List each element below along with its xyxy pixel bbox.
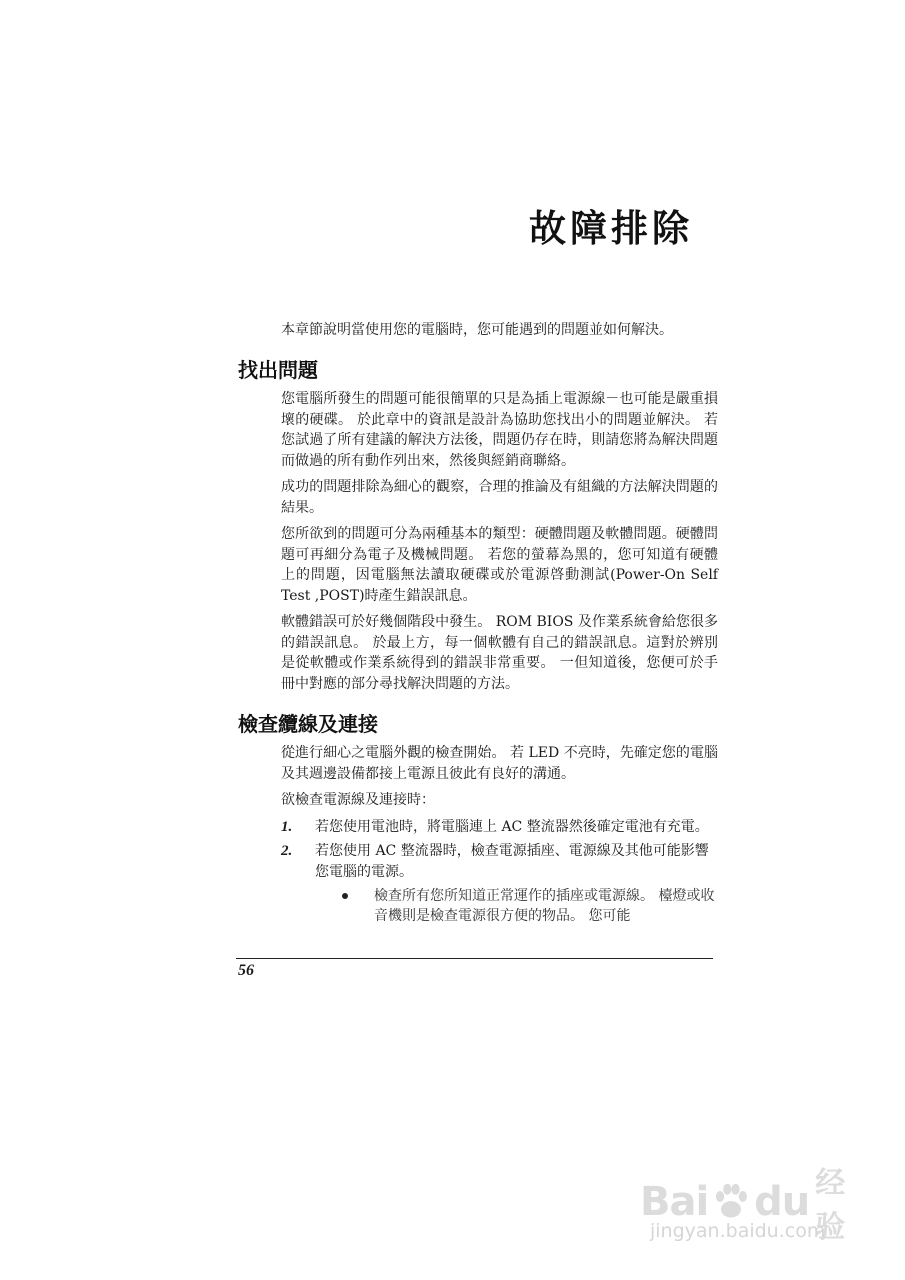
paragraph: 欲檢查電源線及連接時： (281, 792, 435, 808)
step-text: 若您使用 AC 整流器時，檢查電源插座、電源線及其他可能影響您電腦的電源。 (315, 843, 709, 880)
watermark-brand-right: du (754, 1179, 810, 1225)
baidu-watermark (640, 1140, 870, 1260)
watermark-brand-left: Bai (640, 1179, 709, 1225)
paragraph: 您電腦所發生的問題可能很簡單的只是為插上電源線－也可能是嚴重損壞的硬碟。 於此章中的資訊是設計為協助您找出小的問題並解決。 若您試過了所有建議的解決方法後，問題仍存在時，則請您將為解決問題而做過的所有動作列出來，然後與經銷商聯絡。 (281, 391, 718, 469)
step-text: 若您使用電池時，將電腦連上 AC 整流器然後確定電池有充電。 (315, 818, 709, 835)
paragraph: 您所欲到的問題可分為兩種基本的類型：硬體問題及軟體問題。硬體問題可再細分為電子及機械問題。 若您的螢幕為黑的，您可知道有硬體上的問題，因電腦無法讀取硬碟或於電源啓動測試(Power-On Self Test ,POST)時產生錯誤訊息。 (281, 526, 718, 604)
section-heading: 檢查纜線及連接 (238, 712, 378, 736)
bullet-list (338, 886, 718, 926)
footer-divider (236, 958, 713, 959)
watermark-brand-cn: 经验 (815, 1166, 846, 1245)
paragraph: 成功的問題排除為細心的觀察，合理的推論及有組織的方法解決問題的結果。 (281, 479, 718, 516)
paw-icon (710, 1179, 752, 1225)
bullet-item (338, 886, 718, 926)
paragraph: 從進行細心之電腦外觀的檢查開始。 若 LED 不亮時，先確定您的電腦及其週邊設備都接上電源且彼此有良好的溝通。 (281, 745, 718, 782)
step-item (281, 841, 718, 882)
section-find-problem (238, 354, 718, 700)
step-number: 1. (281, 818, 293, 835)
page-number: 56 (238, 962, 254, 979)
chapter-title: 故障排除 (529, 206, 693, 250)
section-heading: 找出問題 (238, 358, 318, 382)
step-item (281, 817, 718, 838)
watermark-url: jingyan.baidu.com (650, 1220, 826, 1242)
bullet-dot-icon (342, 893, 348, 899)
chapter-intro: 本章節說明當使用您的電腦時，您可能遇到的問題並如何解決。 (281, 322, 673, 338)
step-number: 2. (281, 843, 293, 859)
paragraph: 軟體錯誤可於好幾個階段中發生。 ROM BIOS 及作業系統會給您很多的錯誤訊息。 於最上方，每一個軟體有自己的錯誤訊息。這對於辨別是從軟體或作業系統得到的錯誤非常重要。 一但知道後，您便可於手冊中對應的部分尋找解決問題的方法。 (281, 614, 718, 692)
section-check-cables (238, 708, 718, 926)
bullet-text: 檢查所有您所知道正常運作的插座或電源線。 檯燈或收音機則是檢查電源很方便的物品。 您可能 (374, 888, 715, 924)
steps-list (281, 817, 718, 883)
